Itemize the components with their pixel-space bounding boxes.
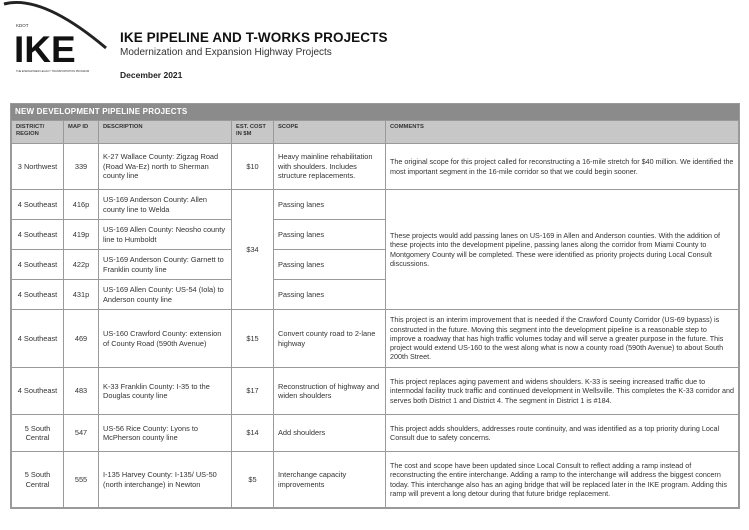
comments-cell: This project is an interim improvement that is needed if the Crawford County Corridor (US-69 bypass) is constructed in the future. Moving this segment into the development pipeline is a reasonable step to improve a roadway that has high traffic volumes today and will serve a greater purpose in the future. This project would extend US-160 to the west along what is now a county road (590th Avenue) to about South 200th Street. (386, 310, 739, 368)
scope-cell: Heavy mainline rehabilitation with shoulders. Includes structure replacements. (274, 144, 386, 190)
scope-cell: Reconstruction of highway and widen shoulders (274, 368, 386, 415)
district-cell: 5 South Central (12, 452, 64, 508)
scope-cell: Passing lanes (274, 190, 386, 220)
map-id-cell: 422p (64, 250, 99, 280)
description-cell: K-27 Wallace County: Zigzag Road (Road Wa-Ez) north to Sherman county line (99, 144, 232, 190)
table-row (12, 415, 739, 452)
comments-cell: The cost and scope have been updated since Local Consult to reflect adding a ramp instead of reconstructing the entire interchange. Adding a ramp to the interchange will address the biggest concern today. This interchange also has an aging bridge that will be replaced later in the IKE program. Adding this ramp will prevent a long detour during that future bridge replacement. (386, 452, 739, 508)
col-header-comments: COMMENTS (386, 121, 739, 144)
district-cell: 4 Southeast (12, 250, 64, 280)
document-subtitle: Modernization and Expansion Highway Projects (120, 47, 332, 58)
scope-cell: Interchange capacity improvements (274, 452, 386, 508)
district-cell: 4 Southeast (12, 280, 64, 310)
comments-cell: The original scope for this project called for reconstructing a 16-mile stretch for $40 million. We identified the most important segment in the 16-mile corridor so that we could begin sooner. (386, 144, 739, 190)
map-id-cell: 547 (64, 415, 99, 452)
document-date: December 2021 (120, 70, 183, 80)
table-header-row (12, 121, 739, 144)
col-header-scope: SCOPE (274, 121, 386, 144)
cost-cell: $34 (232, 190, 274, 310)
cost-cell: $15 (232, 310, 274, 368)
projects-table (11, 120, 739, 508)
scope-cell: Add shoulders (274, 415, 386, 452)
description-cell: US-160 Crawford County: extension of County Road (590th Avenue) (99, 310, 232, 368)
col-header-cost: EST. COST IN $M (232, 121, 274, 144)
district-cell: 3 Northwest (12, 144, 64, 190)
scope-cell: Passing lanes (274, 250, 386, 280)
description-cell: I-135 Harvey County: I-135/ US-50 (north interchange) in Newton (99, 452, 232, 508)
district-cell: 4 Southeast (12, 310, 64, 368)
scope-cell: Passing lanes (274, 280, 386, 310)
map-id-cell: 419p (64, 220, 99, 250)
cost-cell: $17 (232, 368, 274, 415)
cost-cell: $10 (232, 144, 274, 190)
logo-tagline: THE EISENHOWER LEGACY TRANSPORTATION PROGRAM (16, 70, 90, 73)
district-cell: 5 South Central (12, 415, 64, 452)
description-cell: US-56 Rice County: Lyons to McPherson county line (99, 415, 232, 452)
comments-cell: These projects would add passing lanes on US-169 in Allen and Anderson counties. With the addition of these projects into the development pipeline, passing lanes along the corridor from Miami County to Montgomery County will be completed. These were identified as priority projects during Local Consult discussions. (386, 190, 739, 310)
description-cell: K-33 Franklin County: I-35 to the Douglas county line (99, 368, 232, 415)
logo-wordmark: IKE (14, 29, 76, 70)
map-id-cell: 469 (64, 310, 99, 368)
projects-table-container (10, 103, 740, 509)
description-cell: US-169 Allen County: US-54 (Iola) to Anderson county line (99, 280, 232, 310)
map-id-cell: 555 (64, 452, 99, 508)
district-cell: 4 Southeast (12, 368, 64, 415)
map-id-cell: 483 (64, 368, 99, 415)
table-row (12, 368, 739, 415)
description-cell: US-169 Allen County: Neosho county line to Humboldt (99, 220, 232, 250)
description-cell: US-169 Anderson County: Allen county line to Welda (99, 190, 232, 220)
document-title: IKE PIPELINE AND T-WORKS PROJECTS (120, 30, 388, 45)
district-cell: 4 Southeast (12, 190, 64, 220)
col-header-district: DISTRICT/ REGION (12, 121, 64, 144)
cost-cell: $14 (232, 415, 274, 452)
scope-cell: Convert county road to 2-lane highway (274, 310, 386, 368)
description-cell: US-169 Anderson County: Garnett to Franklin county line (99, 250, 232, 280)
map-id-cell: 431p (64, 280, 99, 310)
ike-logo (2, 0, 112, 78)
table-row (12, 144, 739, 190)
scope-cell: Passing lanes (274, 220, 386, 250)
table-row (12, 190, 739, 220)
district-cell: 4 Southeast (12, 220, 64, 250)
col-header-map-id: MAP ID (64, 121, 99, 144)
map-id-cell: 416p (64, 190, 99, 220)
comments-cell: This project adds shoulders, addresses route continuity, and was identified as a top priority during Local Consult due to safety concerns. (386, 415, 739, 452)
cost-cell: $5 (232, 452, 274, 508)
map-id-cell: 339 (64, 144, 99, 190)
logo-small-text: KDOT (16, 23, 29, 28)
table-row (12, 310, 739, 368)
col-header-description: DESCRIPTION (99, 121, 232, 144)
document-header (120, 30, 388, 80)
section-title-bar: NEW DEVELOPMENT PIPELINE PROJECTS (11, 104, 739, 120)
comments-cell: This project replaces aging pavement and widens shoulders. K-33 is seeing increased traffic due to intermodal facility truck traffic and continued development in Wellsville. This completes the K-33 corridor and serves both District 1 and District 4. The segment in District 1 is #184. (386, 368, 739, 415)
table-row (12, 452, 739, 508)
